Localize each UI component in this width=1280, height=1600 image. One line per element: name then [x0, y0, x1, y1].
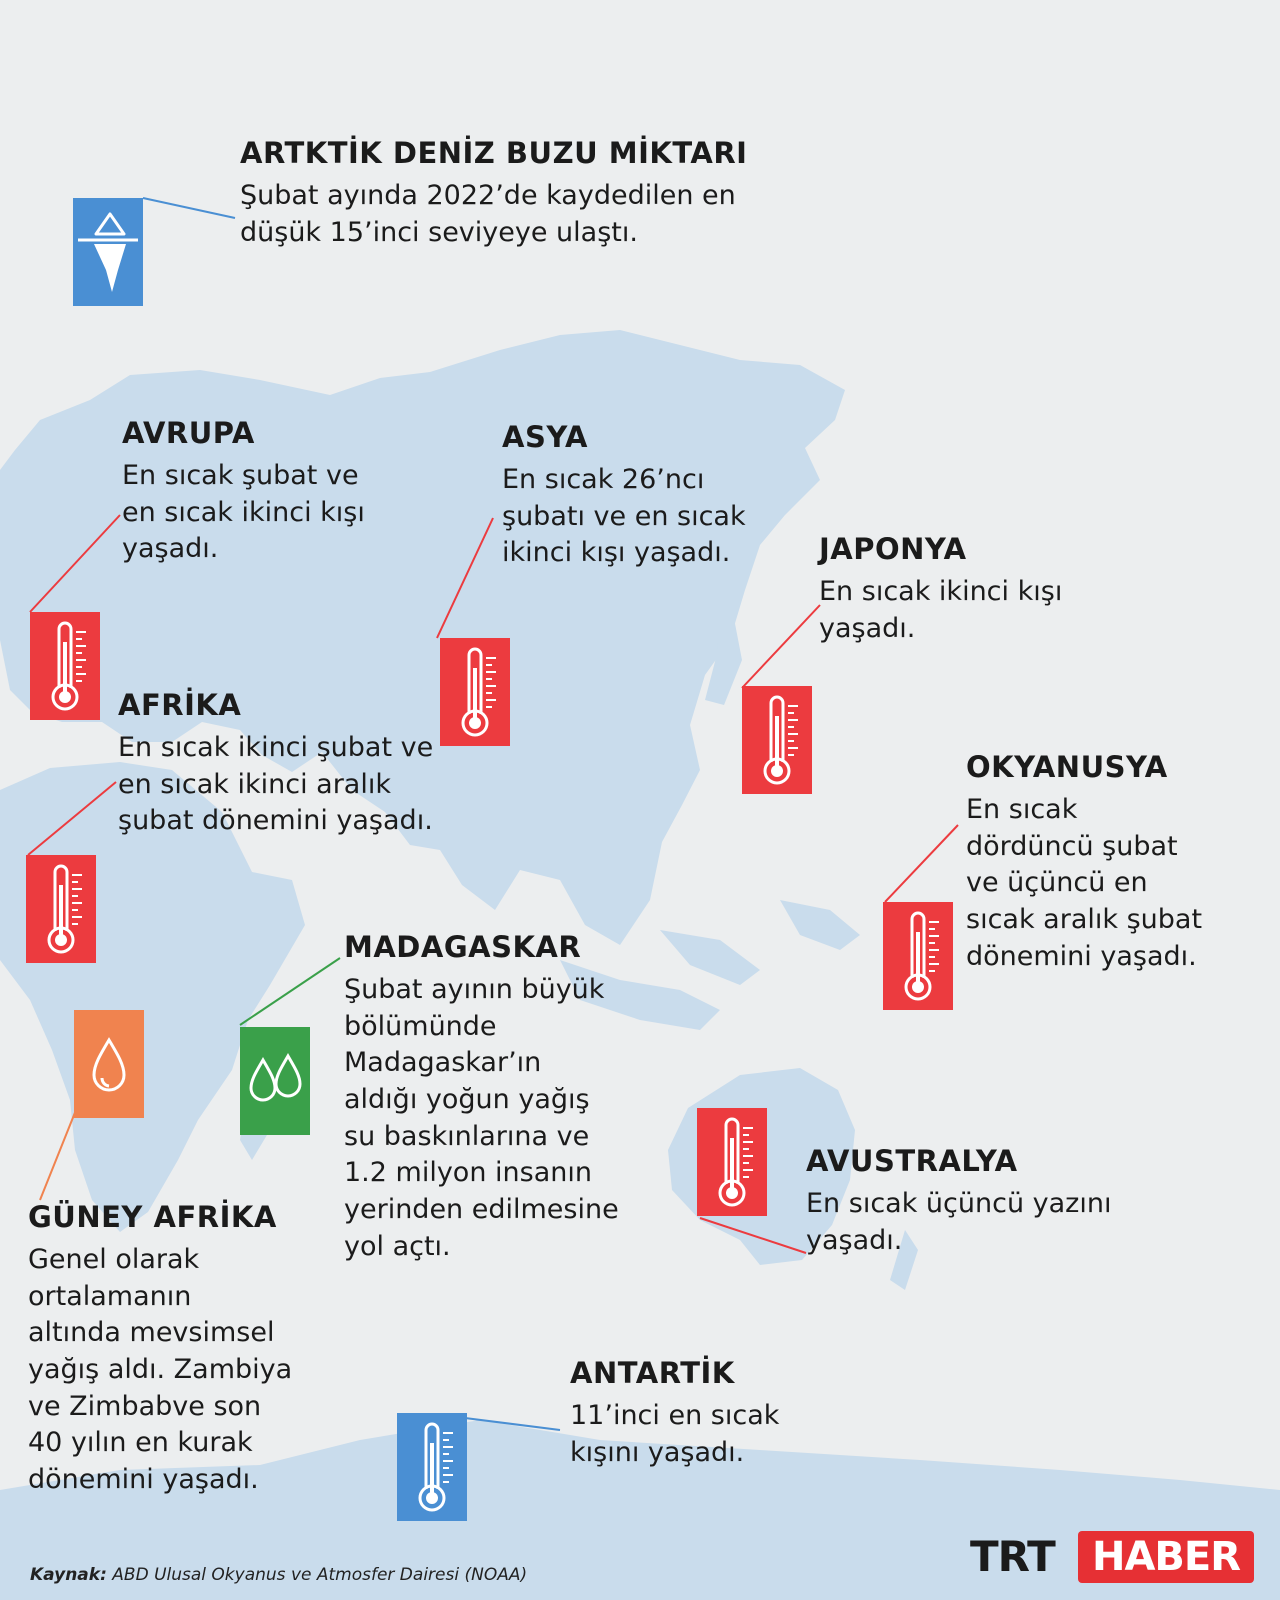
- madagascar-text: Şubat ayının büyük bölümünde Madagaskar’ın aldığı yoğun yağış su baskınlarına ve 1.2 milyon insanın yerinden edilmesine yol açtı.: [344, 973, 619, 1262]
- thermometer-icon: [26, 855, 96, 963]
- thermometer-icon: [440, 638, 510, 746]
- australia-text: En sıcak üçüncü yazını yaşadı.: [806, 1187, 1112, 1256]
- asia-text: En sıcak 26’ncı şubatı ve en sıcak ikinci kışı yaşadı.: [502, 463, 746, 569]
- source-note: [30, 1565, 527, 1585]
- iceberg-icon: [73, 198, 143, 306]
- europe-callout: [122, 418, 365, 568]
- europe-title: AVRUPA: [122, 416, 255, 450]
- arctic-callout: [240, 138, 747, 251]
- water-drop-icon: [74, 1010, 144, 1118]
- water-drops-icon: [240, 1027, 310, 1135]
- thermometer-icon: [742, 686, 812, 794]
- arctic-text: Şubat ayında 2022’de kaydedilen en düşük 15’inci seviyeye ulaştı.: [240, 179, 736, 248]
- madagascar-callout: [344, 932, 619, 1266]
- antarctic-title: ANTARTİK: [570, 1356, 735, 1390]
- africa-text: En sıcak ikinci şubat ve en sıcak ikinci aralık şubat dönemini yaşadı.: [118, 731, 434, 837]
- source-label: Kaynak:: [30, 1565, 107, 1585]
- logo-trt: TRT: [970, 1532, 1055, 1581]
- europe-text: En sıcak şubat ve en sıcak ikinci kışı yaşadı.: [122, 459, 365, 565]
- japan-title: JAPONYA: [819, 532, 967, 566]
- australia-callout: [806, 1146, 1111, 1259]
- thermometer-icon: [30, 612, 100, 720]
- antarctic-callout: [570, 1358, 779, 1471]
- africa-callout: [118, 690, 433, 840]
- asia-title: ASYA: [502, 420, 588, 454]
- japan-text: En sıcak ikinci kışı yaşadı.: [819, 575, 1063, 644]
- source-text: ABD Ulusal Okyanus ve Atmosfer Dairesi (NOAA): [112, 1565, 528, 1585]
- japan-callout: [819, 534, 1062, 647]
- oceania-text: En sıcak dördüncü şubat ve üçüncü en sıcak aralık şubat dönemini yaşadı.: [966, 793, 1203, 972]
- madagascar-title: MADAGASKAR: [344, 930, 582, 964]
- africa-title: AFRİKA: [118, 688, 242, 722]
- south-africa-text: Genel olarak ortalamanın altında mevsimsel yağış aldı. Zambiya ve Zimbabve son 40 yılın en kurak dönemini yaşadı.: [28, 1243, 293, 1496]
- antarctic-text: 11’inci en sıcak kışını yaşadı.: [570, 1399, 780, 1468]
- oceania-title: OKYANUSYA: [966, 750, 1168, 784]
- logo-haber: HABER: [1078, 1531, 1254, 1583]
- thermometer-icon: [697, 1108, 767, 1216]
- arctic-title: ARTKTİK DENİZ BUZU MİKTARI: [240, 136, 748, 170]
- asia-callout: [502, 422, 746, 572]
- south-africa-callout: [28, 1202, 292, 1499]
- thermometer-icon: [883, 902, 953, 1010]
- south-africa-title: GÜNEY AFRİKA: [28, 1200, 277, 1234]
- oceania-callout: [966, 752, 1202, 975]
- australia-title: AVUSTRALYA: [806, 1144, 1018, 1178]
- thermometer-icon: [397, 1413, 467, 1521]
